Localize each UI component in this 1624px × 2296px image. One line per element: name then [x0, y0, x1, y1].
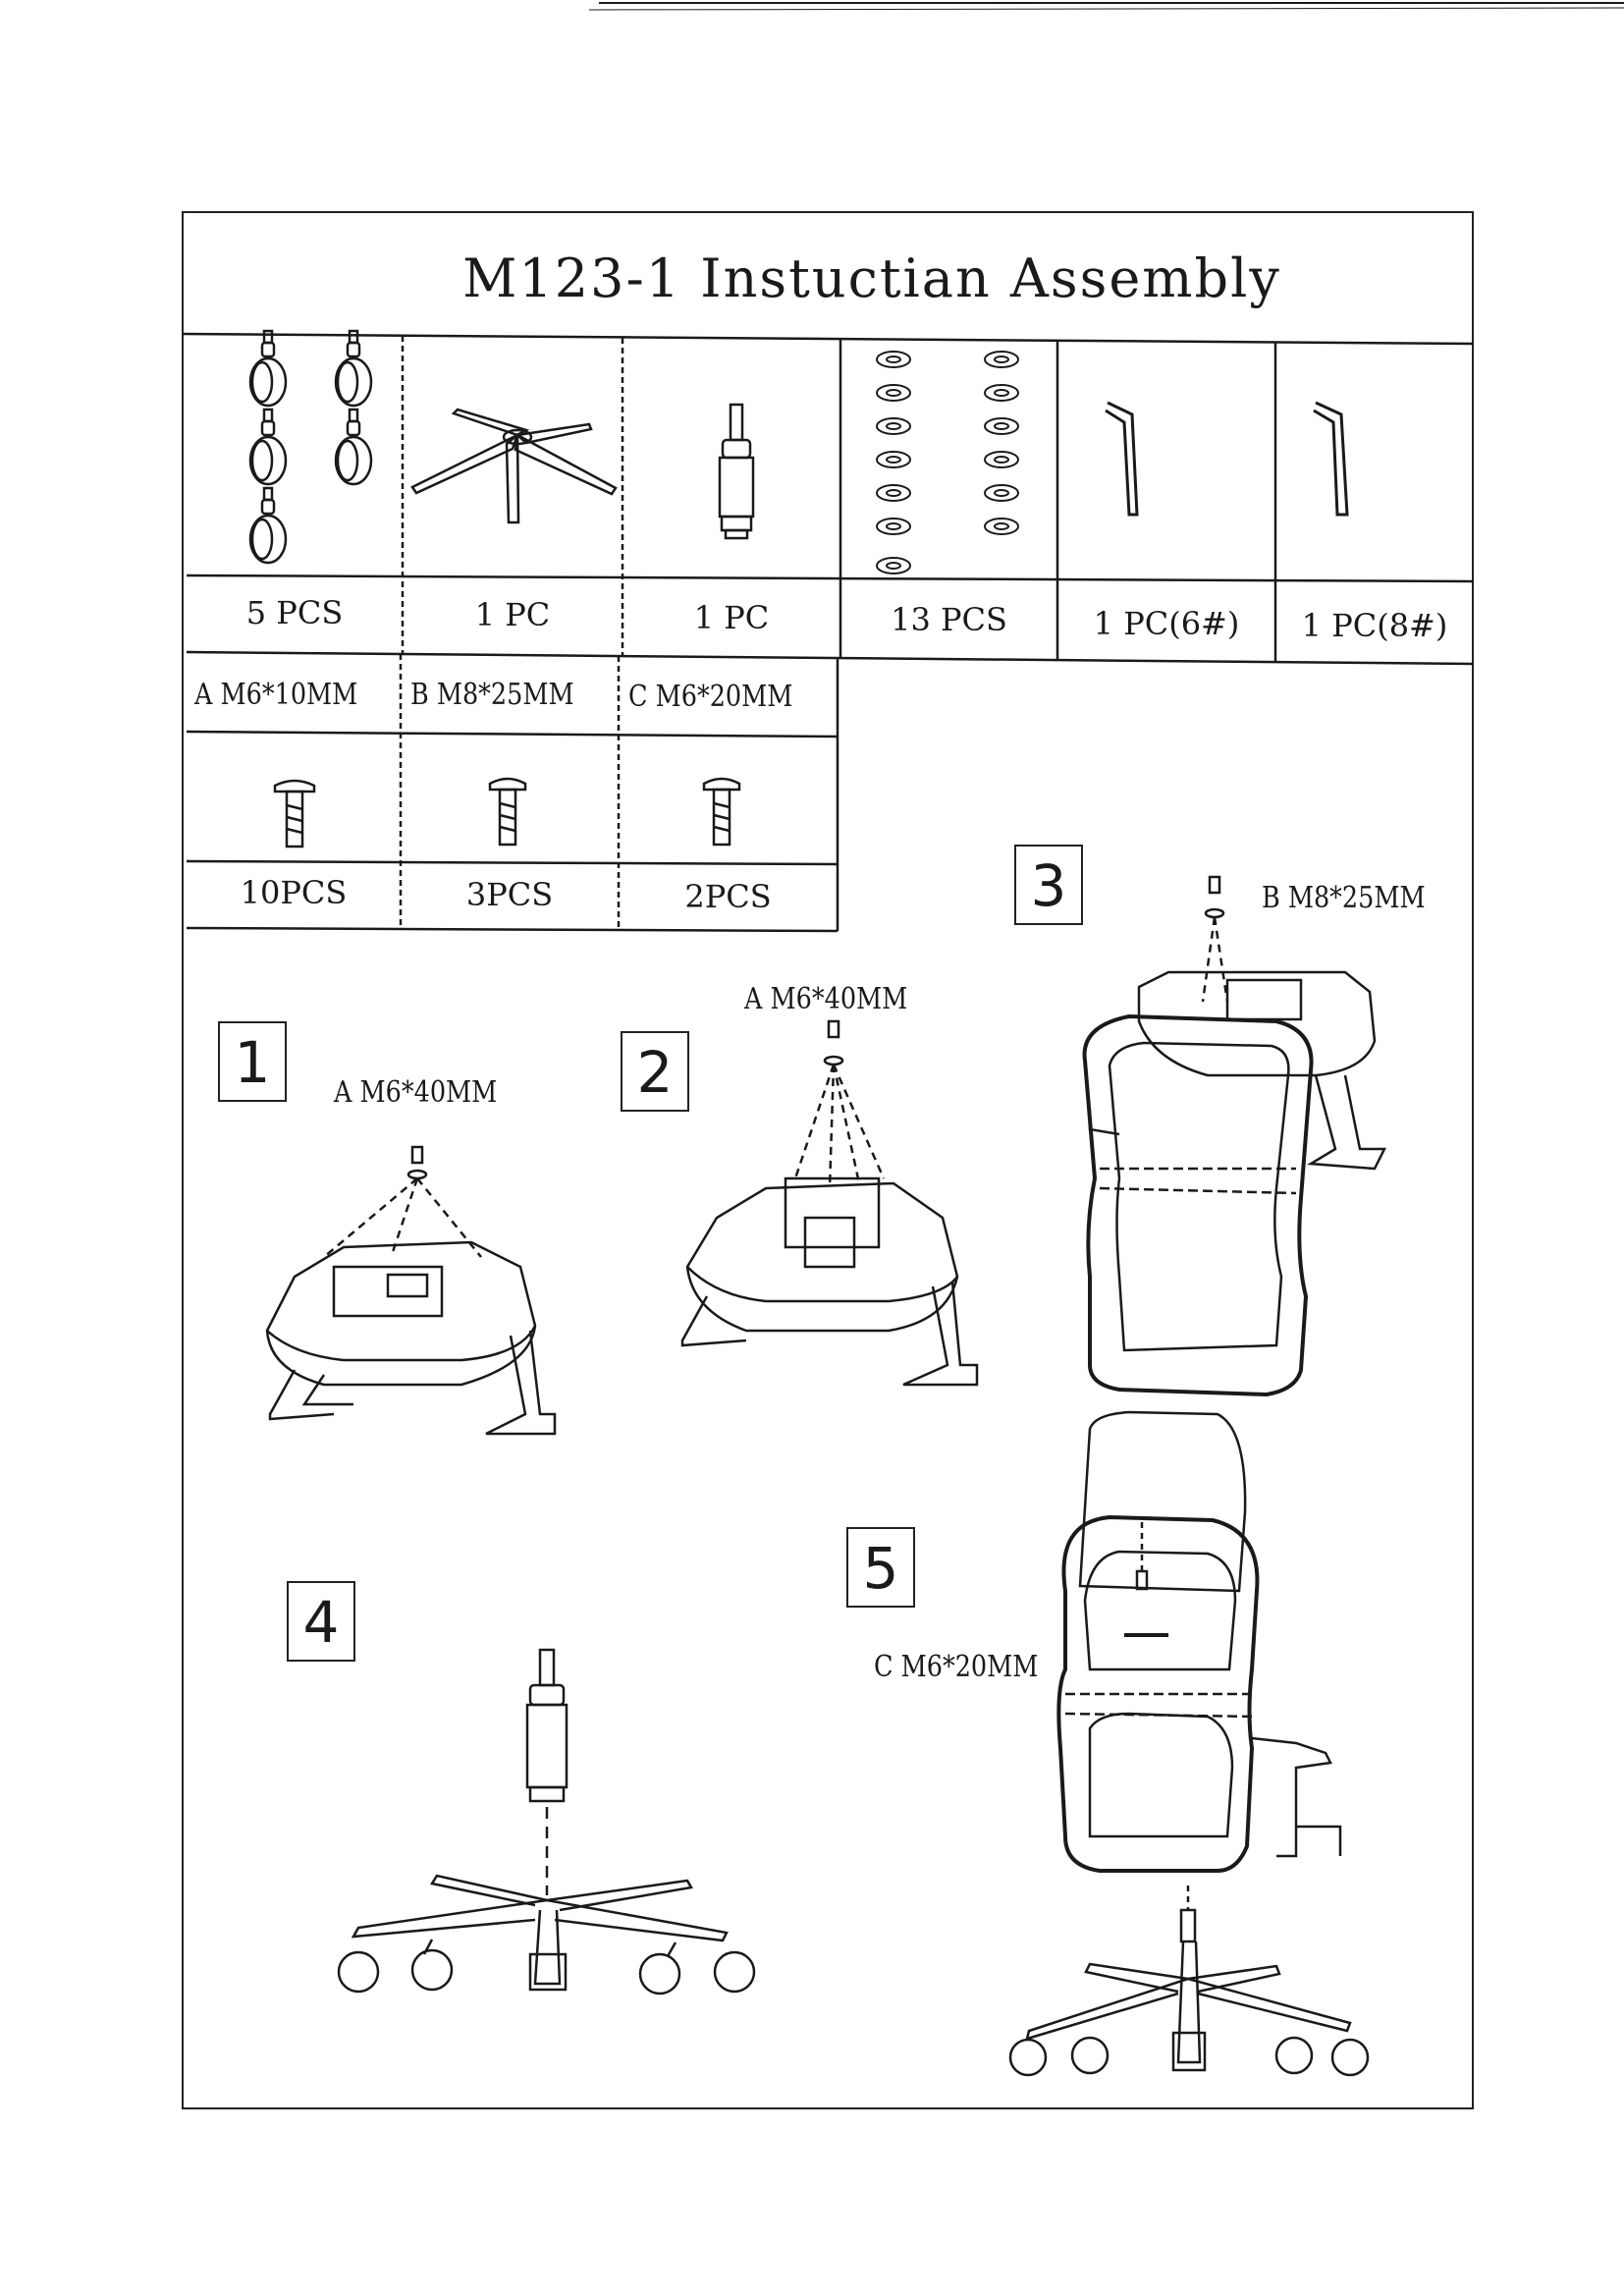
step-3-screw-label: B M8*25MM — [1262, 881, 1426, 915]
screw-qty-a: 10PCS — [240, 874, 348, 911]
page-title: M123-1 Instuctian Assembly — [462, 247, 1281, 309]
step-1-number: 1 — [218, 1021, 287, 1102]
part-qty-casters: 5 PCS — [245, 594, 344, 631]
part-qty-allen-key-6: 1 PC(6#) — [1093, 605, 1240, 642]
screw-label-a: A M6*10MM — [194, 678, 358, 712]
screw-c-icon — [704, 779, 739, 845]
step4-base-drawing — [339, 1650, 754, 1994]
step-3-number: 3 — [1014, 845, 1083, 925]
step1-seat-mechanism-drawing — [267, 1147, 555, 1434]
step2-seat-mechanism-drawing — [682, 1021, 977, 1385]
step3-backrest-drawing — [1085, 877, 1384, 1394]
step-5-number: 5 — [846, 1527, 915, 1608]
washers-icon — [877, 352, 1018, 574]
screw-label-b: B M8*25MM — [410, 678, 574, 712]
step5-full-chair-drawing — [1010, 1412, 1368, 2075]
allen-key-6-icon — [1106, 403, 1137, 515]
part-qty-allen-key-8: 1 PC(8#) — [1301, 607, 1448, 644]
step-5-screw-label: C M6*20MM — [874, 1650, 1039, 1684]
step-2-screw-label: A M6*40MM — [744, 982, 908, 1016]
gas-lift-icon — [720, 405, 753, 538]
screw-qty-b: 3PCS — [465, 876, 554, 913]
chair-base-icon — [412, 410, 616, 522]
step-1-screw-label: A M6*40MM — [334, 1075, 498, 1110]
part-qty-gas-lift: 1 PC — [693, 599, 770, 636]
screw-label-c: C M6*20MM — [628, 680, 793, 714]
part-qty-base: 1 PC — [474, 596, 551, 633]
step-4-number: 4 — [287, 1581, 355, 1662]
screw-a-icon — [275, 781, 314, 847]
caster-wheels-icon — [250, 331, 371, 563]
screw-b-icon — [490, 779, 525, 845]
step-2-number: 2 — [621, 1031, 689, 1112]
part-qty-washers: 13 PCS — [891, 601, 1007, 638]
allen-key-8-icon — [1314, 403, 1347, 515]
screw-qty-c: 2PCS — [684, 878, 772, 915]
